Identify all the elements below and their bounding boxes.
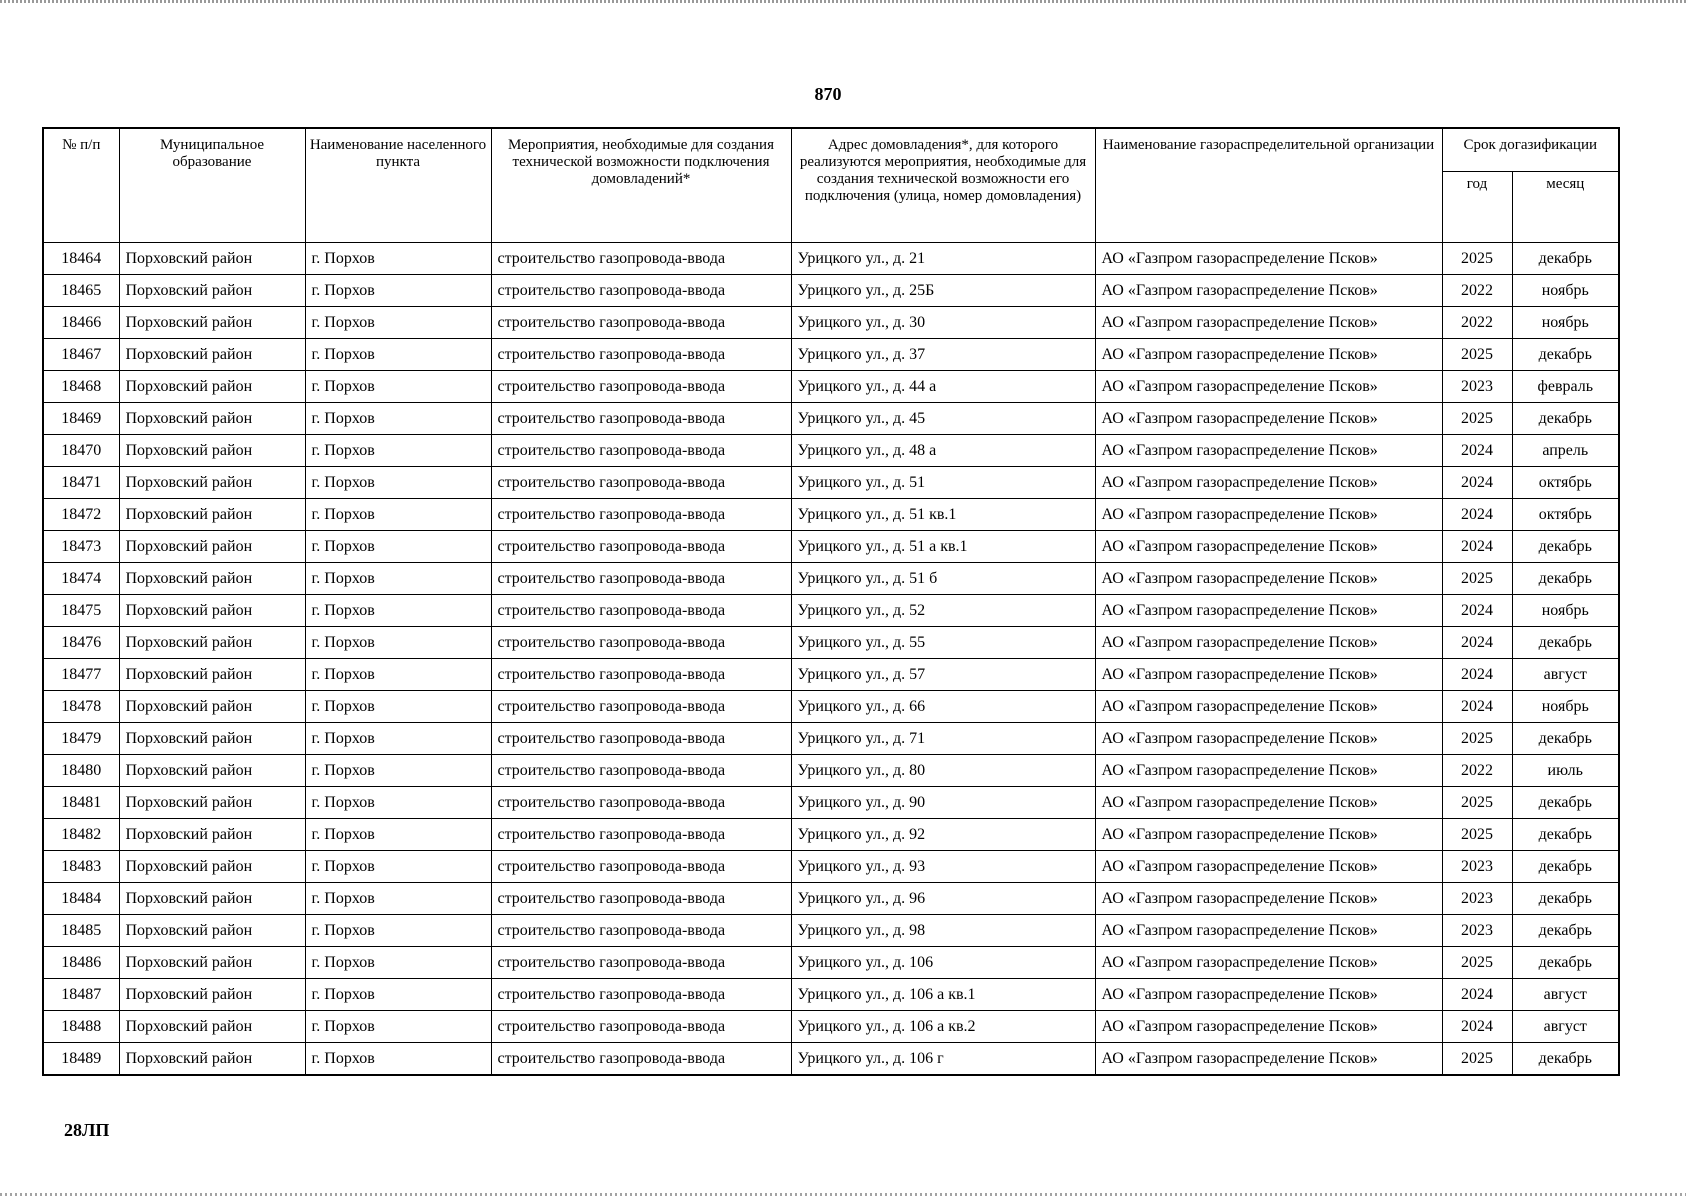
cell-organization: АО «Газпром газораспределение Псков» — [1095, 243, 1442, 275]
cell-organization: АО «Газпром газораспределение Псков» — [1095, 531, 1442, 563]
cell-address: Урицкого ул., д. 57 — [791, 659, 1095, 691]
cell-measure: строительство газопровода-ввода — [491, 339, 791, 371]
gasification-table — [42, 127, 1620, 1076]
cell-month: декабрь — [1512, 1043, 1619, 1076]
cell-address: Урицкого ул., д. 37 — [791, 339, 1095, 371]
cell-address: Урицкого ул., д. 51 б — [791, 563, 1095, 595]
cell-measure: строительство газопровода-ввода — [491, 403, 791, 435]
cell-address: Урицкого ул., д. 92 — [791, 819, 1095, 851]
cell-month: апрель — [1512, 435, 1619, 467]
cell-settlement: г. Порхов — [305, 339, 491, 371]
cell-organization: АО «Газпром газораспределение Псков» — [1095, 659, 1442, 691]
cell-num: 18477 — [43, 659, 119, 691]
cell-organization: АО «Газпром газораспределение Псков» — [1095, 755, 1442, 787]
cell-organization: АО «Газпром газораспределение Псков» — [1095, 691, 1442, 723]
cell-address: Урицкого ул., д. 52 — [791, 595, 1095, 627]
cell-address: Урицкого ул., д. 106 г — [791, 1043, 1095, 1076]
cell-settlement: г. Порхов — [305, 851, 491, 883]
cell-address: Урицкого ул., д. 71 — [791, 723, 1095, 755]
cell-municipality: Порховский район — [119, 851, 305, 883]
cell-year: 2022 — [1442, 275, 1512, 307]
cell-year: 2024 — [1442, 1011, 1512, 1043]
cell-organization: АО «Газпром газораспределение Псков» — [1095, 371, 1442, 403]
table-row — [43, 371, 1619, 403]
cell-settlement: г. Порхов — [305, 243, 491, 275]
cell-address: Урицкого ул., д. 106 — [791, 947, 1095, 979]
cell-address: Урицкого ул., д. 51 а кв.1 — [791, 531, 1095, 563]
table-row — [43, 1011, 1619, 1043]
cell-month: декабрь — [1512, 339, 1619, 371]
cell-num: 18485 — [43, 915, 119, 947]
table-row — [43, 435, 1619, 467]
cell-municipality: Порховский район — [119, 723, 305, 755]
cell-settlement: г. Порхов — [305, 787, 491, 819]
table-row — [43, 243, 1619, 275]
cell-num: 18488 — [43, 1011, 119, 1043]
cell-num: 18473 — [43, 531, 119, 563]
cell-address: Урицкого ул., д. 45 — [791, 403, 1095, 435]
cell-month: декабрь — [1512, 627, 1619, 659]
table-row — [43, 339, 1619, 371]
cell-year: 2024 — [1442, 435, 1512, 467]
cell-settlement: г. Порхов — [305, 723, 491, 755]
cell-month: декабрь — [1512, 819, 1619, 851]
cell-municipality: Порховский район — [119, 627, 305, 659]
cell-measure: строительство газопровода-ввода — [491, 1011, 791, 1043]
cell-address: Урицкого ул., д. 106 а кв.1 — [791, 979, 1095, 1011]
cell-year: 2023 — [1442, 851, 1512, 883]
cell-measure: строительство газопровода-ввода — [491, 467, 791, 499]
cell-settlement: г. Порхов — [305, 275, 491, 307]
cell-year: 2025 — [1442, 723, 1512, 755]
cell-month: декабрь — [1512, 531, 1619, 563]
header-settlement: Наименование населенного пункта — [305, 128, 491, 243]
cell-municipality: Порховский район — [119, 403, 305, 435]
cell-address: Урицкого ул., д. 51 кв.1 — [791, 499, 1095, 531]
cell-month: декабрь — [1512, 403, 1619, 435]
header-month: месяц — [1512, 172, 1619, 243]
cell-municipality: Порховский район — [119, 947, 305, 979]
cell-address: Урицкого ул., д. 48 а — [791, 435, 1095, 467]
cell-month: декабрь — [1512, 563, 1619, 595]
cell-organization: АО «Газпром газораспределение Псков» — [1095, 1043, 1442, 1076]
cell-settlement: г. Порхов — [305, 371, 491, 403]
cell-month: декабрь — [1512, 947, 1619, 979]
header-num: № п/п — [43, 128, 119, 243]
table-body — [43, 243, 1619, 1076]
cell-num: 18472 — [43, 499, 119, 531]
cell-num: 18481 — [43, 787, 119, 819]
table-row — [43, 467, 1619, 499]
cell-month: август — [1512, 659, 1619, 691]
cell-num: 18476 — [43, 627, 119, 659]
cell-year: 2024 — [1442, 499, 1512, 531]
cell-year: 2022 — [1442, 755, 1512, 787]
header-municipality: Муниципальное образование — [119, 128, 305, 243]
table-header-row — [43, 128, 1619, 172]
cell-municipality: Порховский район — [119, 435, 305, 467]
table-row — [43, 915, 1619, 947]
cell-year: 2025 — [1442, 947, 1512, 979]
cell-month: декабрь — [1512, 723, 1619, 755]
cell-num: 18467 — [43, 339, 119, 371]
cell-settlement: г. Порхов — [305, 627, 491, 659]
cell-address: Урицкого ул., д. 44 а — [791, 371, 1095, 403]
cell-settlement: г. Порхов — [305, 755, 491, 787]
cell-organization: АО «Газпром газораспределение Псков» — [1095, 723, 1442, 755]
cell-num: 18464 — [43, 243, 119, 275]
table-row — [43, 659, 1619, 691]
cell-organization: АО «Газпром газораспределение Псков» — [1095, 883, 1442, 915]
table-row — [43, 275, 1619, 307]
cell-month: ноябрь — [1512, 691, 1619, 723]
cell-measure: строительство газопровода-ввода — [491, 595, 791, 627]
cell-organization: АО «Газпром газораспределение Псков» — [1095, 467, 1442, 499]
cell-organization: АО «Газпром газораспределение Псков» — [1095, 819, 1442, 851]
cell-municipality: Порховский район — [119, 499, 305, 531]
scan-bottom-edge — [0, 1193, 1686, 1196]
cell-municipality: Порховский район — [119, 1043, 305, 1076]
cell-measure: строительство газопровода-ввода — [491, 435, 791, 467]
cell-month: октябрь — [1512, 499, 1619, 531]
cell-municipality: Порховский район — [119, 691, 305, 723]
table-row — [43, 403, 1619, 435]
cell-organization: АО «Газпром газораспределение Псков» — [1095, 563, 1442, 595]
cell-settlement: г. Порхов — [305, 435, 491, 467]
cell-measure: строительство газопровода-ввода — [491, 499, 791, 531]
cell-num: 18489 — [43, 1043, 119, 1076]
cell-year: 2025 — [1442, 243, 1512, 275]
cell-num: 18470 — [43, 435, 119, 467]
cell-num: 18482 — [43, 819, 119, 851]
cell-address: Урицкого ул., д. 66 — [791, 691, 1095, 723]
cell-address: Урицкого ул., д. 93 — [791, 851, 1095, 883]
header-year: год — [1442, 172, 1512, 243]
cell-measure: строительство газопровода-ввода — [491, 787, 791, 819]
cell-municipality: Порховский район — [119, 275, 305, 307]
cell-address: Урицкого ул., д. 21 — [791, 243, 1095, 275]
cell-municipality: Порховский район — [119, 563, 305, 595]
page-number: 870 — [814, 84, 842, 104]
cell-year: 2025 — [1442, 563, 1512, 595]
cell-year: 2024 — [1442, 979, 1512, 1011]
cell-address: Урицкого ул., д. 90 — [791, 787, 1095, 819]
cell-settlement: г. Порхов — [305, 979, 491, 1011]
table-row — [43, 531, 1619, 563]
cell-municipality: Порховский район — [119, 531, 305, 563]
cell-month: август — [1512, 979, 1619, 1011]
cell-num: 18484 — [43, 883, 119, 915]
table-row — [43, 691, 1619, 723]
table-row — [43, 947, 1619, 979]
table-row — [43, 755, 1619, 787]
cell-num: 18466 — [43, 307, 119, 339]
cell-settlement: г. Порхов — [305, 819, 491, 851]
cell-year: 2024 — [1442, 531, 1512, 563]
cell-municipality: Порховский район — [119, 339, 305, 371]
cell-year: 2023 — [1442, 883, 1512, 915]
cell-settlement: г. Порхов — [305, 659, 491, 691]
cell-organization: АО «Газпром газораспределение Псков» — [1095, 627, 1442, 659]
table-row — [43, 307, 1619, 339]
cell-num: 18479 — [43, 723, 119, 755]
cell-address: Урицкого ул., д. 106 а кв.2 — [791, 1011, 1095, 1043]
cell-year: 2022 — [1442, 307, 1512, 339]
cell-address: Урицкого ул., д. 96 — [791, 883, 1095, 915]
cell-municipality: Порховский район — [119, 979, 305, 1011]
cell-settlement: г. Порхов — [305, 883, 491, 915]
cell-municipality: Порховский район — [119, 659, 305, 691]
cell-year: 2025 — [1442, 819, 1512, 851]
cell-organization: АО «Газпром газораспределение Псков» — [1095, 275, 1442, 307]
cell-measure: строительство газопровода-ввода — [491, 723, 791, 755]
cell-measure: строительство газопровода-ввода — [491, 883, 791, 915]
cell-num: 18475 — [43, 595, 119, 627]
cell-organization: АО «Газпром газораспределение Псков» — [1095, 499, 1442, 531]
cell-num: 18486 — [43, 947, 119, 979]
cell-municipality: Порховский район — [119, 243, 305, 275]
cell-settlement: г. Порхов — [305, 595, 491, 627]
cell-measure: строительство газопровода-ввода — [491, 563, 791, 595]
cell-organization: АО «Газпром газораспределение Псков» — [1095, 787, 1442, 819]
cell-organization: АО «Газпром газораспределение Псков» — [1095, 339, 1442, 371]
cell-measure: строительство газопровода-ввода — [491, 307, 791, 339]
document-code: 28ЛП — [64, 1120, 110, 1140]
table-row — [43, 851, 1619, 883]
cell-year: 2025 — [1442, 339, 1512, 371]
cell-municipality: Порховский район — [119, 819, 305, 851]
cell-num: 18468 — [43, 371, 119, 403]
cell-measure: строительство газопровода-ввода — [491, 531, 791, 563]
cell-settlement: г. Порхов — [305, 403, 491, 435]
cell-num: 18487 — [43, 979, 119, 1011]
cell-address: Урицкого ул., д. 30 — [791, 307, 1095, 339]
cell-settlement: г. Порхов — [305, 467, 491, 499]
cell-address: Урицкого ул., д. 55 — [791, 627, 1095, 659]
cell-settlement: г. Порхов — [305, 307, 491, 339]
table-row — [43, 627, 1619, 659]
table-row — [43, 883, 1619, 915]
cell-year: 2023 — [1442, 371, 1512, 403]
cell-municipality: Порховский район — [119, 787, 305, 819]
cell-municipality: Порховский район — [119, 915, 305, 947]
cell-measure: строительство газопровода-ввода — [491, 1043, 791, 1076]
cell-measure: строительство газопровода-ввода — [491, 947, 791, 979]
cell-num: 18465 — [43, 275, 119, 307]
cell-month: ноябрь — [1512, 595, 1619, 627]
cell-measure: строительство газопровода-ввода — [491, 659, 791, 691]
cell-measure: строительство газопровода-ввода — [491, 691, 791, 723]
cell-measure: строительство газопровода-ввода — [491, 243, 791, 275]
cell-organization: АО «Газпром газораспределение Псков» — [1095, 851, 1442, 883]
cell-measure: строительство газопровода-ввода — [491, 979, 791, 1011]
cell-month: июль — [1512, 755, 1619, 787]
cell-measure: строительство газопровода-ввода — [491, 371, 791, 403]
cell-municipality: Порховский район — [119, 595, 305, 627]
table-row — [43, 723, 1619, 755]
cell-settlement: г. Порхов — [305, 563, 491, 595]
cell-organization: АО «Газпром газораспределение Псков» — [1095, 947, 1442, 979]
cell-settlement: г. Порхов — [305, 691, 491, 723]
cell-organization: АО «Газпром газораспределение Псков» — [1095, 595, 1442, 627]
cell-num: 18469 — [43, 403, 119, 435]
cell-municipality: Порховский район — [119, 467, 305, 499]
table-row — [43, 563, 1619, 595]
cell-address: Урицкого ул., д. 25Б — [791, 275, 1095, 307]
cell-organization: АО «Газпром газораспределение Псков» — [1095, 1011, 1442, 1043]
cell-num: 18483 — [43, 851, 119, 883]
cell-settlement: г. Порхов — [305, 915, 491, 947]
header-address: Адрес домовладения*, для которого реализуются мероприятия, необходимые для создания технической возможности его подключения (улица, номер домовладения) — [791, 128, 1095, 243]
cell-month: декабрь — [1512, 915, 1619, 947]
cell-municipality: Порховский район — [119, 307, 305, 339]
scan-top-edge — [0, 0, 1686, 3]
table-row — [43, 819, 1619, 851]
cell-month: февраль — [1512, 371, 1619, 403]
cell-month: декабрь — [1512, 243, 1619, 275]
cell-year: 2024 — [1442, 467, 1512, 499]
cell-num: 18480 — [43, 755, 119, 787]
cell-num: 18471 — [43, 467, 119, 499]
header-organization: Наименование газораспределительной организации — [1095, 128, 1442, 243]
cell-settlement: г. Порхов — [305, 531, 491, 563]
cell-address: Урицкого ул., д. 98 — [791, 915, 1095, 947]
table-row — [43, 787, 1619, 819]
cell-measure: строительство газопровода-ввода — [491, 819, 791, 851]
cell-settlement: г. Порхов — [305, 499, 491, 531]
cell-month: август — [1512, 1011, 1619, 1043]
cell-settlement: г. Порхов — [305, 1043, 491, 1076]
cell-month: октябрь — [1512, 467, 1619, 499]
cell-municipality: Порховский район — [119, 371, 305, 403]
cell-month: ноябрь — [1512, 275, 1619, 307]
table-row — [43, 1043, 1619, 1076]
cell-address: Урицкого ул., д. 51 — [791, 467, 1095, 499]
cell-organization: АО «Газпром газораспределение Псков» — [1095, 403, 1442, 435]
cell-month: декабрь — [1512, 851, 1619, 883]
cell-organization: АО «Газпром газораспределение Псков» — [1095, 307, 1442, 339]
cell-year: 2024 — [1442, 691, 1512, 723]
cell-year: 2025 — [1442, 1043, 1512, 1076]
cell-address: Урицкого ул., д. 80 — [791, 755, 1095, 787]
cell-num: 18478 — [43, 691, 119, 723]
cell-month: декабрь — [1512, 883, 1619, 915]
cell-settlement: г. Порхов — [305, 1011, 491, 1043]
cell-measure: строительство газопровода-ввода — [491, 755, 791, 787]
table-row — [43, 979, 1619, 1011]
cell-organization: АО «Газпром газораспределение Псков» — [1095, 979, 1442, 1011]
table-row — [43, 499, 1619, 531]
cell-year: 2025 — [1442, 787, 1512, 819]
header-deadline: Срок догазификации — [1442, 128, 1619, 172]
cell-month: ноябрь — [1512, 307, 1619, 339]
cell-year: 2023 — [1442, 915, 1512, 947]
cell-municipality: Порховский район — [119, 1011, 305, 1043]
cell-year: 2024 — [1442, 595, 1512, 627]
header-measures: Мероприятия, необходимые для создания технической возможности подключения домовладений* — [491, 128, 791, 243]
cell-settlement: г. Порхов — [305, 947, 491, 979]
cell-measure: строительство газопровода-ввода — [491, 915, 791, 947]
cell-measure: строительство газопровода-ввода — [491, 275, 791, 307]
cell-num: 18474 — [43, 563, 119, 595]
cell-organization: АО «Газпром газораспределение Псков» — [1095, 915, 1442, 947]
cell-municipality: Порховский район — [119, 883, 305, 915]
cell-month: декабрь — [1512, 787, 1619, 819]
cell-municipality: Порховский район — [119, 755, 305, 787]
cell-measure: строительство газопровода-ввода — [491, 851, 791, 883]
cell-organization: АО «Газпром газораспределение Псков» — [1095, 435, 1442, 467]
cell-year: 2025 — [1442, 403, 1512, 435]
cell-measure: строительство газопровода-ввода — [491, 627, 791, 659]
cell-year: 2024 — [1442, 627, 1512, 659]
table-row — [43, 595, 1619, 627]
cell-year: 2024 — [1442, 659, 1512, 691]
